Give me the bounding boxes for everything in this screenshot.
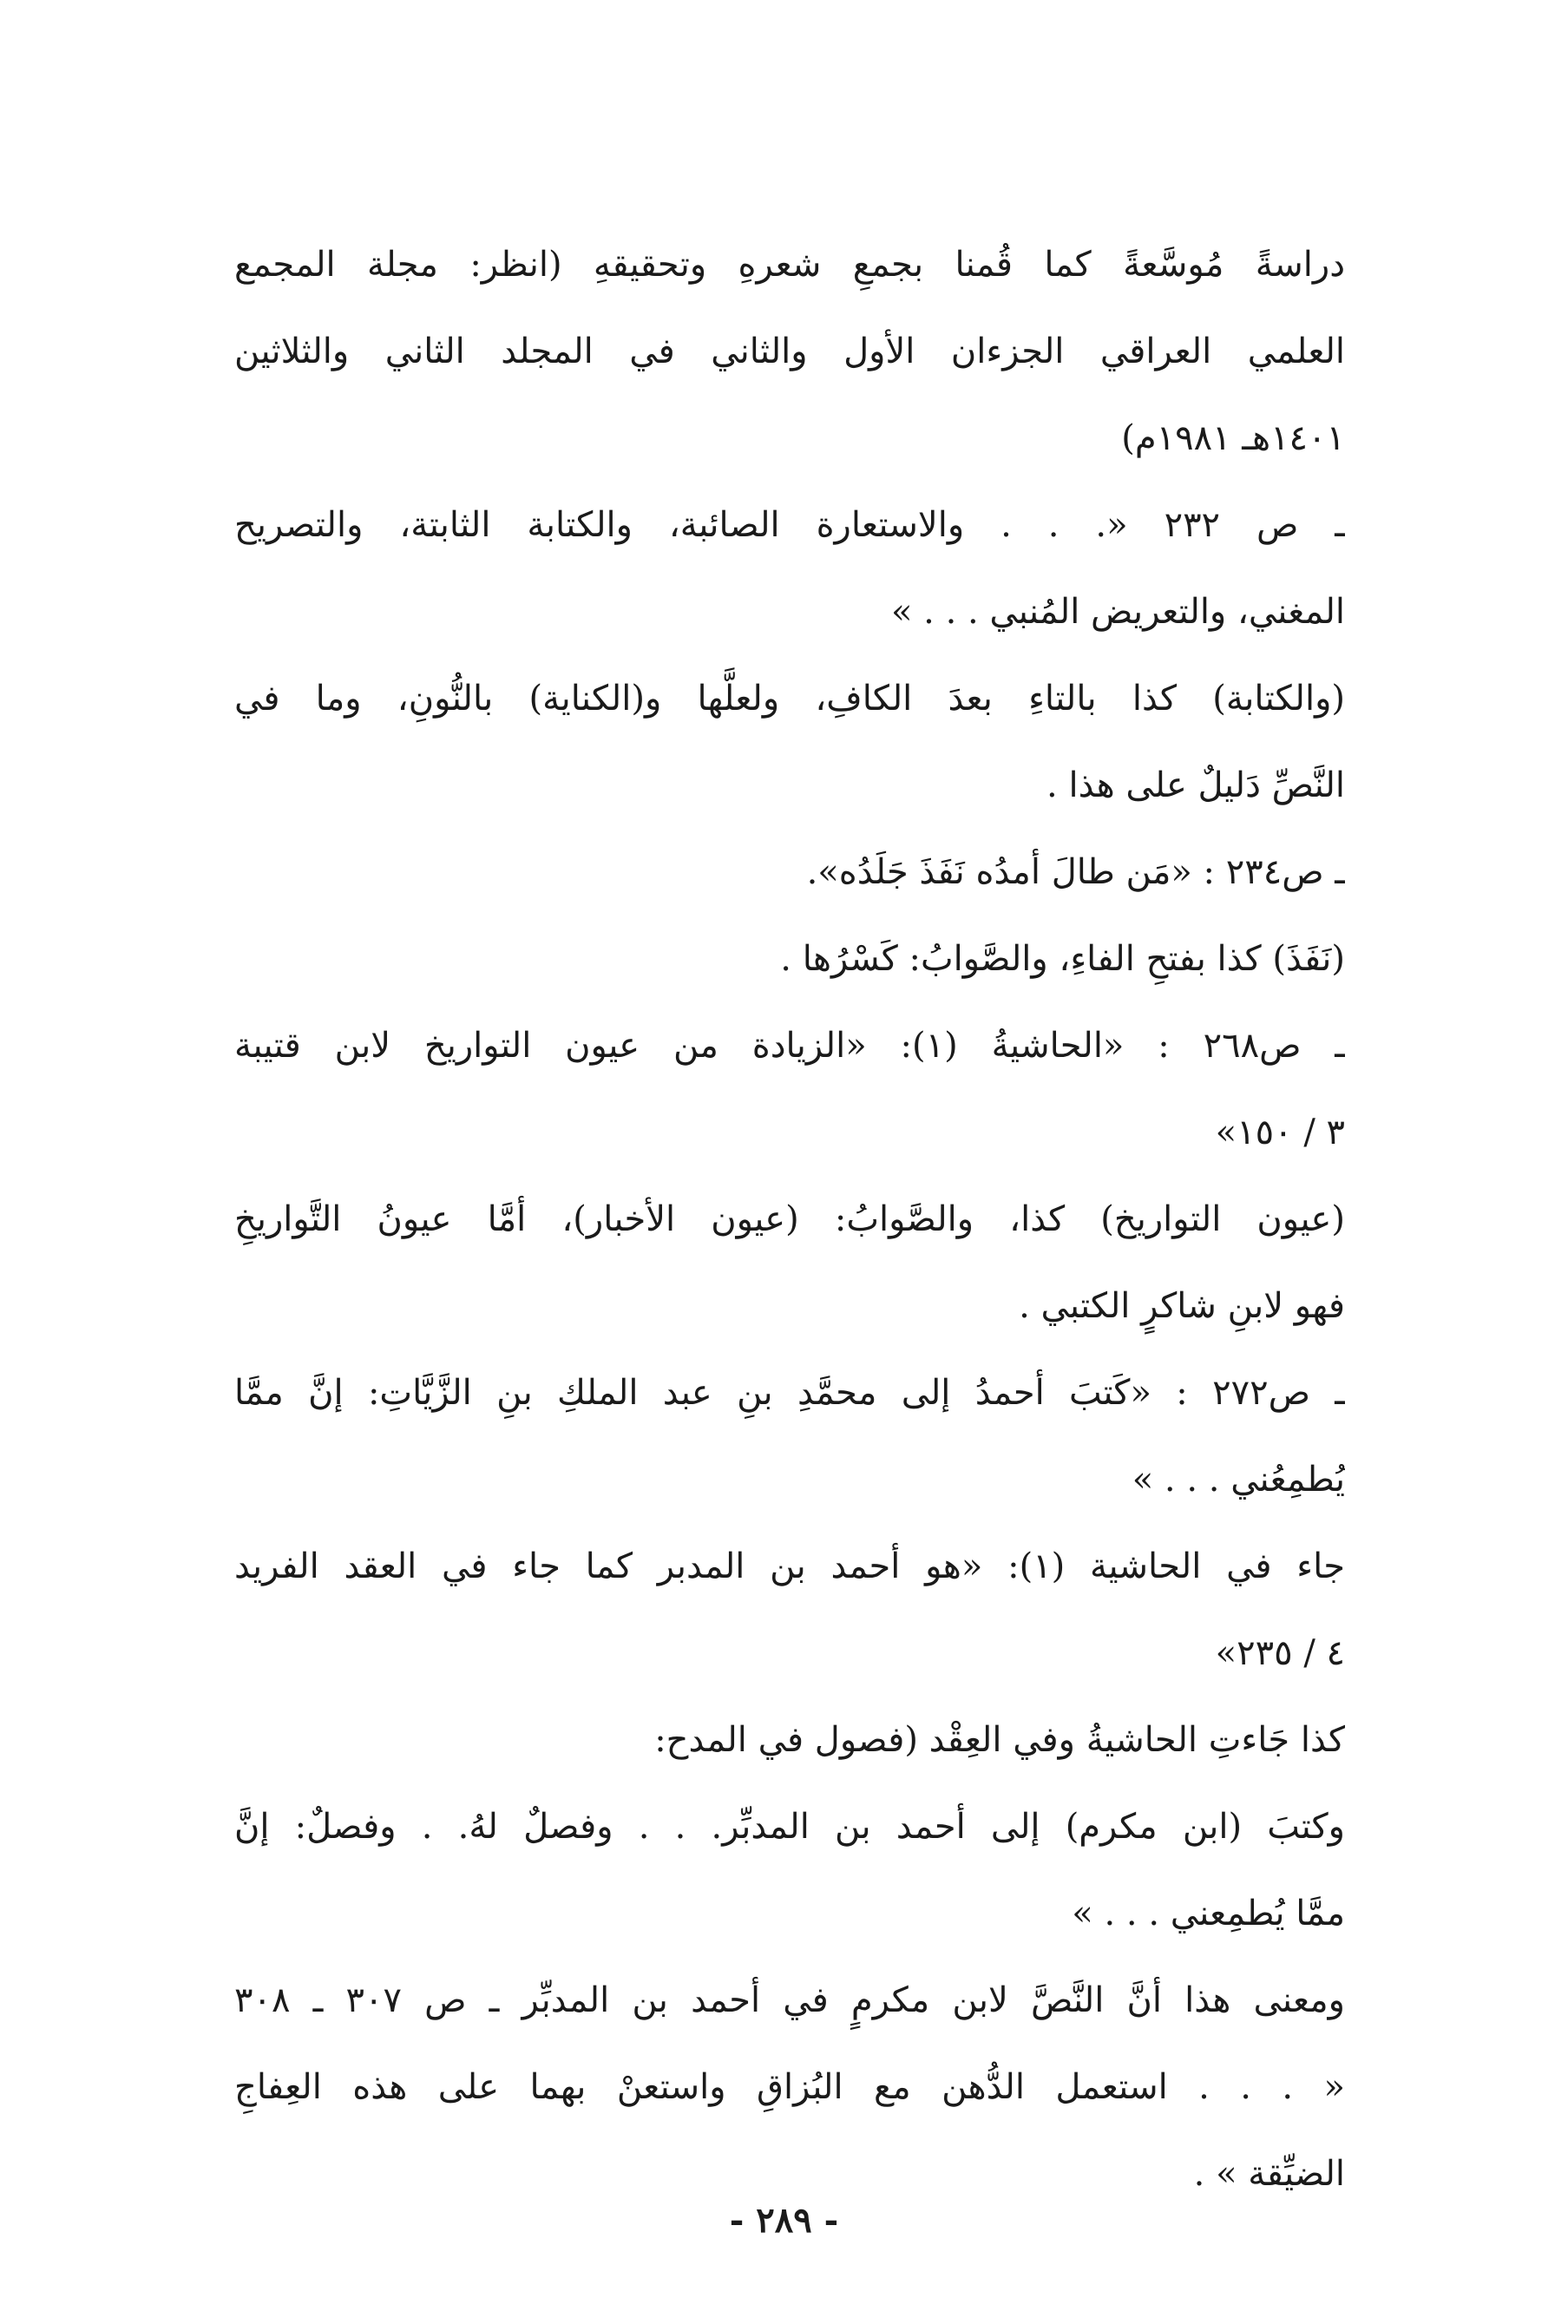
text-line: ٤ / ٢٣٥»: [1215, 1633, 1345, 1673]
text-line: ـ ص٢٧٢ : «كَتبَ أحمدُ إلى محمَّدِ بنِ عبد الملكِ بنِ الزَّيَّاتِ: إنَّ ممَّا: [234, 1373, 1345, 1413]
page-number: - ٢٨٩ -: [729, 2200, 839, 2241]
text-line: (نَفَذَ) كذا بفتحِ الفاءِ، والصَّوابُ: كَسْرُها .: [780, 939, 1345, 979]
text-line: ـ ص٢٣٤ : «مَن طالَ أمدُه نَفَذَ جَلَدُه».: [806, 852, 1345, 892]
text-line: ٣ / ١٥٠»: [1215, 1113, 1345, 1152]
text-line: دراسةً مُوسَّعةً كما قُمنا بجمعِ شعرهِ وتحقيقهِ (انظر: مجلة المجمع: [234, 245, 1345, 285]
text-line: يُطمِعُني . . . »: [1132, 1460, 1345, 1500]
text-line: (عيون التواريخ) كذا، والصَّوابُ: (عيون الأخبار)، أمَّا عيونُ التَّواريخِ: [234, 1199, 1345, 1239]
text-line: فهو لابنِ شاكرٍ الكتبي .: [1019, 1286, 1345, 1326]
text-line: ١٤٠١هـ ١٩٨١م): [1121, 418, 1345, 458]
text-line: « . . . استعمل الدُّهن مع البُزاقِ واستعنْ بهما على هذه العِفاجِ: [234, 2067, 1345, 2107]
text-line: المغني، والتعريض المُنبي . . . »: [890, 592, 1345, 632]
text-line: النَّصِّ دَليلٌ على هذا .: [1046, 765, 1345, 805]
text-line: الضيِّقة » .: [1193, 2154, 1345, 2194]
text-line: ممَّا يُطمِعني . . . »: [1072, 1894, 1345, 1933]
body-text: [234, 221, 1345, 2217]
text-line: وكتبَ (ابن مكرم) إلى أحمد بن المدبِّر. . . وفصلٌ لهُ. . وفصلٌ: إنَّ: [234, 1807, 1345, 1847]
text-line: (والكتابة) كذا بالتاءِ بعدَ الكافِ، ولعلَّها و(الكناية) بالنُّونِ، وما في: [234, 679, 1345, 719]
text-line: ومعنى هذا أنَّ النَّصَّ لابن مكرمٍ في أحمد بن المدبِّر ـ ص ٣٠٧ ـ ٣٠٨: [234, 1980, 1345, 2020]
text-line: ـ ص٢٦٨ : «الحاشيةُ (١): «الزيادة من عيون التواريخ لابن قتيبة: [234, 1026, 1345, 1066]
text-line: ـ ص ٢٣٢ «. . . والاستعارة الصائبة، والكتابة الثابتة، والتصريح: [234, 505, 1345, 545]
text-line: كذا جَاءتِ الحاشيةُ وفي العِقْد (فصول في المدح:: [654, 1720, 1345, 1760]
text-line: العلمي العراقي الجزءان الأول والثاني في المجلد الثاني والثلاثين: [234, 332, 1345, 371]
text-line: جاء في الحاشية (١): «هو أحمد بن المدبر كما جاء في العقد الفريد: [234, 1546, 1345, 1586]
